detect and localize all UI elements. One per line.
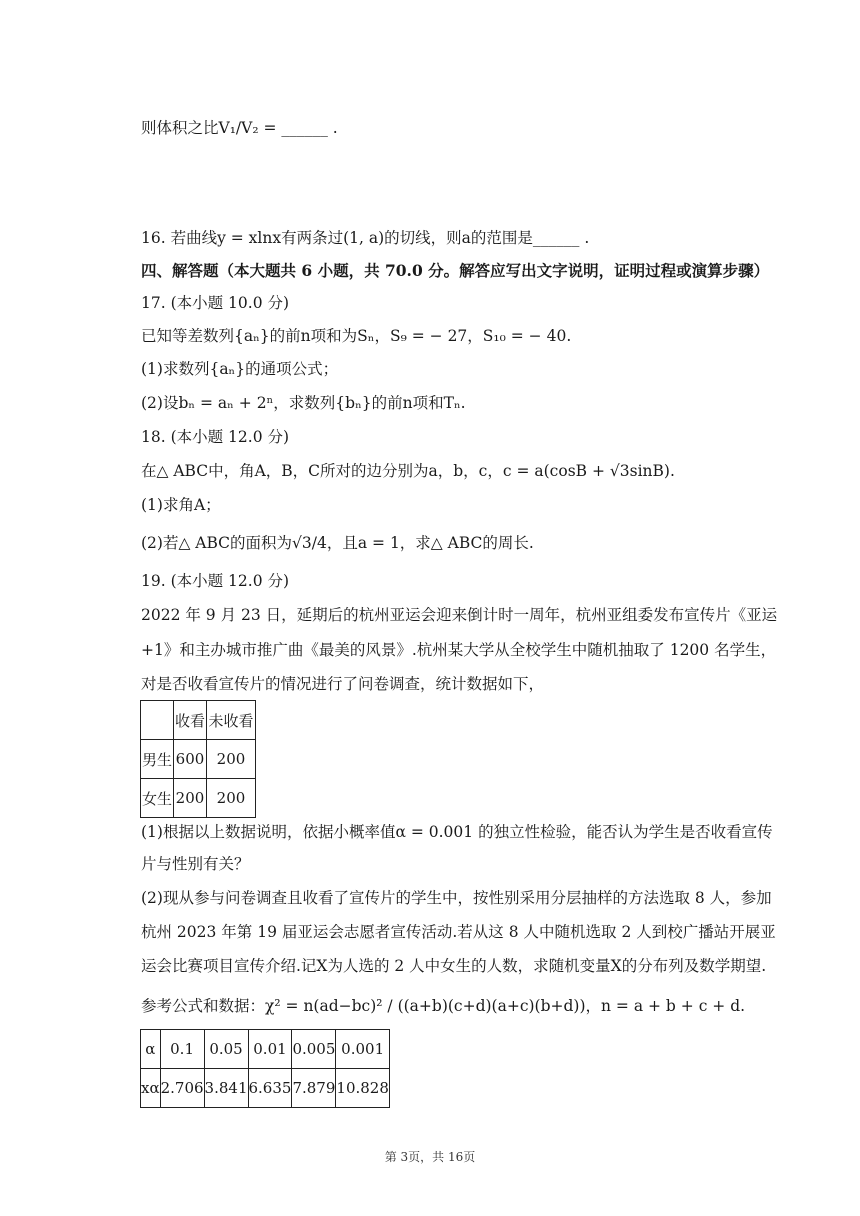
page-footer: 第 3页，共 16页 [384,1150,476,1164]
table-cell: α [141,1030,161,1069]
q17-header: 17. (本小题 10.0 分) [141,294,290,312]
table-cell: xα [141,1069,161,1108]
q19-header: 19. (本小题 12.0 分) [141,572,290,590]
table-cell: 3.841 [204,1069,248,1108]
q16: 16. 若曲线y = xlnx有两条过(1, a)的切线，则a的范围是______ . [141,229,590,247]
q17-stem: 已知等差数列{aₙ}的前n项和为Sₙ，S₉ = − 27，S₁₀ = − 40. [141,327,572,345]
table-cell: 10.828 [336,1069,390,1108]
table-cell: 0.005 [292,1030,336,1069]
table-cell: 0.001 [336,1030,390,1069]
q18-header: 18. (本小题 12.0 分) [141,428,290,446]
q19-part1-b: 片与性别有关？ [141,855,250,873]
q19-stem-1: 2022 年 9 月 23 日，延期后的杭州亚运会迎来倒计时一周年，杭州亚组委发布宣传片《亚运 [141,606,778,624]
q18-stem: 在△ ABC中，角A，B，C所对的边分别为a，b，c，c = a(cosB + √3sinB). [141,462,675,480]
table-cell [141,701,174,740]
table-cell: 200 [207,779,256,818]
table-row [141,1069,390,1108]
survey-table [140,700,256,818]
q18-part1: (1)求角A； [141,496,221,514]
q17-part2: (2)设bₙ = aₙ + 2ⁿ，求数列{bₙ}的前n项和Tₙ. [141,394,466,412]
section-heading: 四、解答题（本大题共 6 小题，共 70.0 分。解答应写出文字说明，证明过程或演算步骤） [141,261,770,280]
table-cell: 7.879 [292,1069,336,1108]
table-cell: 男生 [141,740,174,779]
line-volume-ratio: 则体积之比V₁/V₂ = ______ . [141,119,338,137]
q19-part1-a: (1)根据以上数据说明，依据小概率值α = 0.001 的独立性检验，能否认为学生是否收看宣传 [141,823,773,841]
table-cell: 女生 [141,779,174,818]
table-cell: 6.635 [248,1069,292,1108]
reference-formula: 参考公式和数据：χ² = n(ad−bc)² / ((a+b)(c+d)(a+c)(b+d))，n = a + b + c + d. [141,997,746,1015]
table-cell: 200 [174,779,207,818]
table-row [141,779,256,818]
q19-part2-a: (2)现从参与问卷调查且收看了宣传片的学生中，按性别采用分层抽样的方法选取 8 人，参加 [141,889,772,907]
table-cell: 600 [174,740,207,779]
table-cell: 200 [207,740,256,779]
table-cell: 收看 [174,701,207,740]
table-cell: 2.706 [160,1069,204,1108]
q19-part2-b: 杭州 2023 年第 19 届亚运会志愿者宣传活动.若从这 8 人中随机选取 2 人到校广播站开展亚 [141,923,776,941]
table-row [141,701,256,740]
reference-table [140,1029,390,1108]
q17-part1: (1)求数列{aₙ}的通项公式； [141,360,339,378]
q19-stem-2: +1》和主办城市推广曲《最美的风景》.杭州某大学从全校学生中随机抽取了 1200 名学生， [141,641,777,659]
table-row [141,1030,390,1069]
q19-stem-3: 对是否收看宣传片的情况进行了问卷调查，统计数据如下， [141,675,545,693]
table-cell: 0.1 [160,1030,204,1069]
table-cell: 0.01 [248,1030,292,1069]
table-row [141,740,256,779]
table-cell: 未收看 [207,701,256,740]
q19-part2-c: 运会比赛项目宣传介绍.记X为人选的 2 人中女生的人数，求随机变量X的分布列及数学期望. [141,957,767,975]
table-cell: 0.05 [204,1030,248,1069]
q18-part2: (2)若△ ABC的面积为√3/4，且a = 1，求△ ABC的周长. [141,534,534,552]
